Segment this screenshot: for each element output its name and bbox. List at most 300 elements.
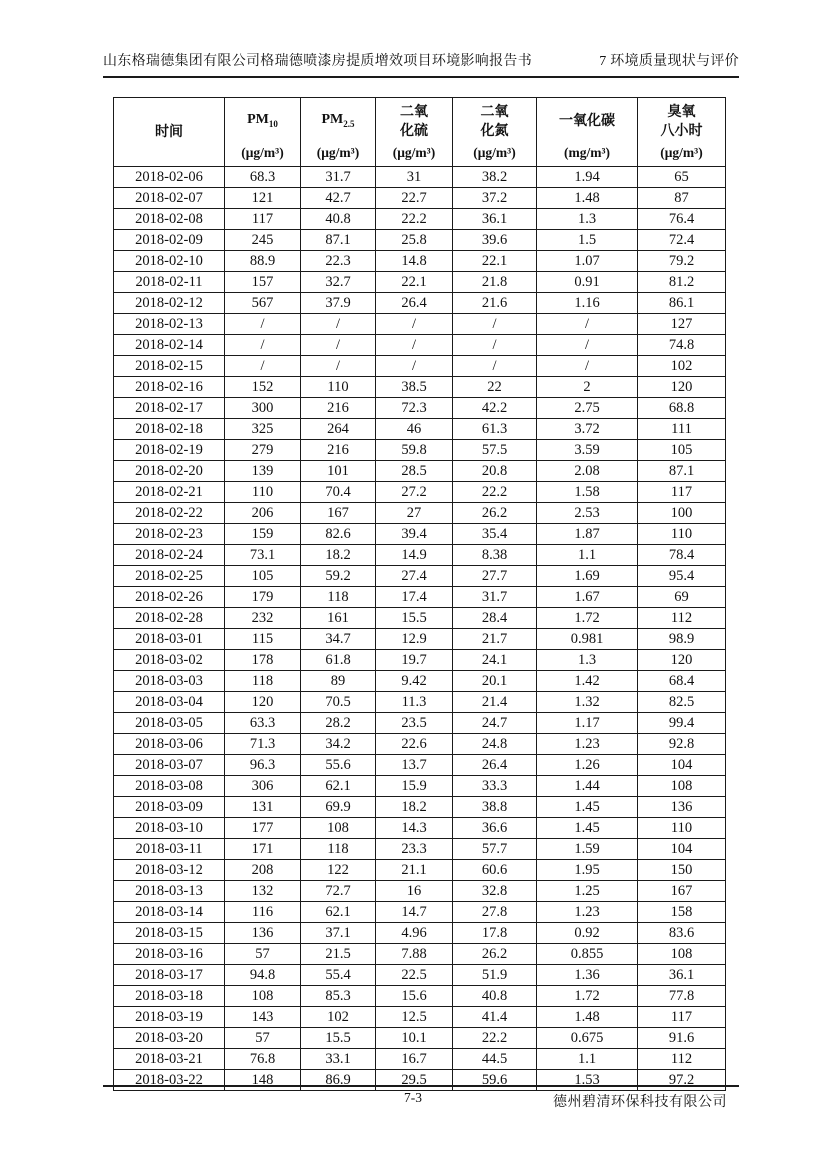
value-cell: 83.6: [638, 923, 726, 944]
table-row: [114, 713, 726, 734]
value-cell: 1.48: [537, 188, 638, 209]
value-cell: 24.7: [453, 713, 537, 734]
value-cell: 1.23: [537, 734, 638, 755]
value-cell: 77.8: [638, 986, 726, 1007]
value-cell: 279: [225, 440, 301, 461]
date-cell: 2018-03-05: [114, 713, 225, 734]
table-row: [114, 734, 726, 755]
value-cell: 24.1: [453, 650, 537, 671]
value-cell: 61.8: [301, 650, 376, 671]
date-cell: 2018-03-21: [114, 1049, 225, 1070]
column-header-5: [537, 98, 638, 167]
value-cell: 25.8: [376, 230, 453, 251]
value-cell: 102: [638, 356, 726, 377]
value-cell: 39.6: [453, 230, 537, 251]
value-cell: 28.4: [453, 608, 537, 629]
value-cell: 65: [638, 167, 726, 188]
column-header-unit: (mg/m³): [563, 145, 611, 160]
date-cell: 2018-02-20: [114, 461, 225, 482]
value-cell: 159: [225, 524, 301, 545]
value-cell: 116: [225, 902, 301, 923]
value-cell: 22.2: [376, 209, 453, 230]
column-header-1: [225, 98, 301, 167]
value-cell: 112: [638, 608, 726, 629]
value-cell: 23.3: [376, 839, 453, 860]
value-cell: 1.5: [537, 230, 638, 251]
table-row: [114, 167, 726, 188]
column-header-text: 二氧: [480, 104, 509, 120]
table-row: [114, 650, 726, 671]
value-cell: 3.72: [537, 419, 638, 440]
value-cell: 1.45: [537, 818, 638, 839]
table-row: [114, 881, 726, 902]
column-header-text: 臭氧: [667, 104, 696, 120]
value-cell: 110: [301, 377, 376, 398]
date-cell: 2018-03-15: [114, 923, 225, 944]
value-cell: 115: [225, 629, 301, 650]
date-cell: 2018-03-14: [114, 902, 225, 923]
column-header-text: 化氮: [480, 123, 509, 139]
value-cell: 18.2: [376, 797, 453, 818]
value-cell: 91.6: [638, 1028, 726, 1049]
value-cell: 26.2: [453, 944, 537, 965]
value-cell: 15.9: [376, 776, 453, 797]
value-cell: 127: [638, 314, 726, 335]
value-cell: 38.2: [453, 167, 537, 188]
column-header-text: 化硫: [400, 123, 428, 139]
value-cell: 61.3: [453, 419, 537, 440]
value-cell: 62.1: [301, 776, 376, 797]
value-cell: /: [537, 314, 638, 335]
value-cell: /: [453, 356, 537, 377]
table-row: [114, 209, 726, 230]
header-left-title: 山东格瑞德集团有限公司格瑞德喷漆房提质增效项目环境影响报告书: [103, 54, 532, 69]
value-cell: /: [301, 335, 376, 356]
table-row: [114, 692, 726, 713]
value-cell: 1.95: [537, 860, 638, 881]
value-cell: /: [225, 356, 301, 377]
value-cell: /: [301, 356, 376, 377]
value-cell: 72.7: [301, 881, 376, 902]
date-cell: 2018-02-21: [114, 482, 225, 503]
value-cell: 110: [638, 818, 726, 839]
table-row: [114, 314, 726, 335]
value-cell: 1.87: [537, 524, 638, 545]
date-cell: 2018-03-04: [114, 692, 225, 713]
column-header-text: PM: [247, 111, 269, 127]
value-cell: 177: [225, 818, 301, 839]
table-row: [114, 419, 726, 440]
value-cell: 167: [638, 881, 726, 902]
value-cell: 36.6: [453, 818, 537, 839]
value-cell: 35.4: [453, 524, 537, 545]
value-cell: 41.4: [453, 1007, 537, 1028]
value-cell: 136: [638, 797, 726, 818]
value-cell: 63.3: [225, 713, 301, 734]
column-header-subscript: 10: [268, 118, 278, 129]
value-cell: 117: [638, 482, 726, 503]
value-cell: 14.3: [376, 818, 453, 839]
date-cell: 2018-03-01: [114, 629, 225, 650]
value-cell: 157: [225, 272, 301, 293]
value-cell: 1.07: [537, 251, 638, 272]
value-cell: 86.9: [301, 1070, 376, 1091]
table-row: [114, 902, 726, 923]
value-cell: 88.9: [225, 251, 301, 272]
date-cell: 2018-03-12: [114, 860, 225, 881]
value-cell: 178: [225, 650, 301, 671]
value-cell: 1.1: [537, 545, 638, 566]
value-cell: 2.08: [537, 461, 638, 482]
value-cell: 57: [225, 1028, 301, 1049]
value-cell: 4.96: [376, 923, 453, 944]
value-cell: 108: [638, 776, 726, 797]
value-cell: 27: [376, 503, 453, 524]
value-cell: 110: [225, 482, 301, 503]
value-cell: 37.1: [301, 923, 376, 944]
value-cell: 0.91: [537, 272, 638, 293]
value-cell: 0.981: [537, 629, 638, 650]
column-header-text: PM: [321, 111, 344, 127]
value-cell: 21.7: [453, 629, 537, 650]
value-cell: 99.4: [638, 713, 726, 734]
value-cell: /: [537, 335, 638, 356]
value-cell: 117: [225, 209, 301, 230]
value-cell: 22.3: [301, 251, 376, 272]
value-cell: 82.6: [301, 524, 376, 545]
date-cell: 2018-02-07: [114, 188, 225, 209]
table-row: [114, 986, 726, 1007]
table-row: [114, 251, 726, 272]
table-header-row: [114, 98, 726, 167]
table-row: [114, 524, 726, 545]
table-row: [114, 377, 726, 398]
value-cell: 74.8: [638, 335, 726, 356]
date-cell: 2018-03-06: [114, 734, 225, 755]
value-cell: 1.53: [537, 1070, 638, 1091]
value-cell: 1.58: [537, 482, 638, 503]
value-cell: /: [301, 314, 376, 335]
air-quality-table: [113, 97, 726, 1091]
date-cell: 2018-03-07: [114, 755, 225, 776]
value-cell: 27.4: [376, 566, 453, 587]
value-cell: 1.94: [537, 167, 638, 188]
date-cell: 2018-02-06: [114, 167, 225, 188]
value-cell: 7.88: [376, 944, 453, 965]
value-cell: 28.2: [301, 713, 376, 734]
value-cell: 33.1: [301, 1049, 376, 1070]
value-cell: 20.8: [453, 461, 537, 482]
value-cell: 171: [225, 839, 301, 860]
value-cell: 120: [638, 650, 726, 671]
value-cell: 122: [301, 860, 376, 881]
value-cell: 152: [225, 377, 301, 398]
table-row: [114, 776, 726, 797]
value-cell: 245: [225, 230, 301, 251]
column-header-6: [638, 98, 726, 167]
value-cell: 14.8: [376, 251, 453, 272]
value-cell: 104: [638, 839, 726, 860]
value-cell: 73.1: [225, 545, 301, 566]
value-cell: 15.5: [301, 1028, 376, 1049]
value-cell: 32.8: [453, 881, 537, 902]
value-cell: 38.8: [453, 797, 537, 818]
column-header-unit: (μg/m³): [241, 145, 284, 160]
date-cell: 2018-02-13: [114, 314, 225, 335]
table-row: [114, 629, 726, 650]
value-cell: 208: [225, 860, 301, 881]
value-cell: 17.4: [376, 587, 453, 608]
table-row: [114, 398, 726, 419]
value-cell: 38.5: [376, 377, 453, 398]
date-cell: 2018-02-16: [114, 377, 225, 398]
value-cell: 131: [225, 797, 301, 818]
value-cell: 22.2: [453, 482, 537, 503]
value-cell: 86.1: [638, 293, 726, 314]
date-cell: 2018-03-17: [114, 965, 225, 986]
column-header-unit: (μg/m³): [392, 145, 436, 160]
table-row: [114, 440, 726, 461]
date-cell: 2018-02-12: [114, 293, 225, 314]
value-cell: 1.1: [537, 1049, 638, 1070]
value-cell: 15.6: [376, 986, 453, 1007]
value-cell: 36.1: [453, 209, 537, 230]
value-cell: 27.2: [376, 482, 453, 503]
value-cell: 76.4: [638, 209, 726, 230]
date-cell: 2018-02-24: [114, 545, 225, 566]
value-cell: 24.8: [453, 734, 537, 755]
value-cell: 105: [638, 440, 726, 461]
value-cell: 1.42: [537, 671, 638, 692]
value-cell: 100: [638, 503, 726, 524]
value-cell: 0.92: [537, 923, 638, 944]
table-row: [114, 356, 726, 377]
value-cell: 216: [301, 398, 376, 419]
value-cell: /: [225, 314, 301, 335]
value-cell: 19.7: [376, 650, 453, 671]
value-cell: 0.855: [537, 944, 638, 965]
value-cell: 120: [638, 377, 726, 398]
value-cell: 70.5: [301, 692, 376, 713]
value-cell: 2: [537, 377, 638, 398]
value-cell: 27.8: [453, 902, 537, 923]
value-cell: 69.9: [301, 797, 376, 818]
date-cell: 2018-02-15: [114, 356, 225, 377]
value-cell: /: [376, 335, 453, 356]
value-cell: 95.4: [638, 566, 726, 587]
column-header-2: [301, 98, 376, 167]
column-header-3: [376, 98, 453, 167]
column-header-unit: (μg/m³): [660, 145, 703, 160]
page-footer: [103, 1085, 739, 1111]
date-cell: 2018-02-18: [114, 419, 225, 440]
value-cell: 81.2: [638, 272, 726, 293]
value-cell: 567: [225, 293, 301, 314]
value-cell: 12.5: [376, 1007, 453, 1028]
table-row: [114, 482, 726, 503]
date-cell: 2018-02-09: [114, 230, 225, 251]
value-cell: 148: [225, 1070, 301, 1091]
date-cell: 2018-02-22: [114, 503, 225, 524]
table-row: [114, 944, 726, 965]
value-cell: 59.8: [376, 440, 453, 461]
value-cell: 97.2: [638, 1070, 726, 1091]
value-cell: 1.3: [537, 209, 638, 230]
value-cell: 22: [453, 377, 537, 398]
value-cell: 2.75: [537, 398, 638, 419]
column-header-text: 一氧化碳: [559, 114, 615, 129]
value-cell: 264: [301, 419, 376, 440]
value-cell: 1.48: [537, 1007, 638, 1028]
table-row: [114, 188, 726, 209]
value-cell: 143: [225, 1007, 301, 1028]
value-cell: 2.53: [537, 503, 638, 524]
value-cell: 40.8: [453, 986, 537, 1007]
column-header-unit: (μg/m³): [316, 145, 360, 160]
value-cell: 39.4: [376, 524, 453, 545]
value-cell: 40.8: [301, 209, 376, 230]
table-row: [114, 671, 726, 692]
value-cell: 1.17: [537, 713, 638, 734]
table-row: [114, 755, 726, 776]
table-row: [114, 566, 726, 587]
table-row: [114, 461, 726, 482]
table-row: [114, 860, 726, 881]
date-cell: 2018-02-26: [114, 587, 225, 608]
value-cell: 108: [301, 818, 376, 839]
value-cell: 101: [301, 461, 376, 482]
value-cell: 42.2: [453, 398, 537, 419]
table-row: [114, 797, 726, 818]
value-cell: 22.7: [376, 188, 453, 209]
value-cell: 300: [225, 398, 301, 419]
value-cell: 15.5: [376, 608, 453, 629]
value-cell: 18.2: [301, 545, 376, 566]
date-cell: 2018-03-22: [114, 1070, 225, 1091]
date-cell: 2018-02-23: [114, 524, 225, 545]
page-number: 7-3: [404, 1090, 422, 1105]
value-cell: 136: [225, 923, 301, 944]
value-cell: /: [453, 314, 537, 335]
value-cell: 1.59: [537, 839, 638, 860]
value-cell: 22.2: [453, 1028, 537, 1049]
date-cell: 2018-03-02: [114, 650, 225, 671]
table-row: [114, 1049, 726, 1070]
date-cell: 2018-03-09: [114, 797, 225, 818]
value-cell: 1.44: [537, 776, 638, 797]
value-cell: 121: [225, 188, 301, 209]
page-header: [103, 53, 739, 78]
value-cell: 72.3: [376, 398, 453, 419]
value-cell: 14.9: [376, 545, 453, 566]
value-cell: 96.3: [225, 755, 301, 776]
value-cell: 12.9: [376, 629, 453, 650]
value-cell: 16: [376, 881, 453, 902]
value-cell: 59.2: [301, 566, 376, 587]
value-cell: 31: [376, 167, 453, 188]
table-row: [114, 230, 726, 251]
value-cell: 20.1: [453, 671, 537, 692]
value-cell: 21.6: [453, 293, 537, 314]
table-row: [114, 923, 726, 944]
date-cell: 2018-02-17: [114, 398, 225, 419]
value-cell: 9.42: [376, 671, 453, 692]
table-row: [114, 608, 726, 629]
value-cell: 120: [225, 692, 301, 713]
value-cell: 44.5: [453, 1049, 537, 1070]
date-cell: 2018-02-28: [114, 608, 225, 629]
value-cell: 85.3: [301, 986, 376, 1007]
date-cell: 2018-03-03: [114, 671, 225, 692]
table-body: [114, 167, 726, 1091]
table-row: [114, 1028, 726, 1049]
table-row: [114, 965, 726, 986]
value-cell: 150: [638, 860, 726, 881]
value-cell: 110: [638, 524, 726, 545]
value-cell: 76.8: [225, 1049, 301, 1070]
value-cell: 325: [225, 419, 301, 440]
value-cell: 3.59: [537, 440, 638, 461]
value-cell: 108: [225, 986, 301, 1007]
value-cell: 57: [225, 944, 301, 965]
value-cell: 94.8: [225, 965, 301, 986]
table-row: [114, 839, 726, 860]
value-cell: 31.7: [453, 587, 537, 608]
table-row: [114, 818, 726, 839]
value-cell: 1.72: [537, 986, 638, 1007]
column-header-0: [114, 98, 225, 167]
value-cell: 71.3: [225, 734, 301, 755]
value-cell: 55.6: [301, 755, 376, 776]
table-row: [114, 335, 726, 356]
value-cell: 69: [638, 587, 726, 608]
value-cell: 37.2: [453, 188, 537, 209]
value-cell: 89: [301, 671, 376, 692]
date-cell: 2018-03-18: [114, 986, 225, 1007]
value-cell: 13.7: [376, 755, 453, 776]
value-cell: 57.7: [453, 839, 537, 860]
table-row: [114, 503, 726, 524]
value-cell: 1.23: [537, 902, 638, 923]
date-cell: 2018-03-20: [114, 1028, 225, 1049]
value-cell: 1.36: [537, 965, 638, 986]
value-cell: 79.2: [638, 251, 726, 272]
value-cell: 46: [376, 419, 453, 440]
value-cell: 179: [225, 587, 301, 608]
value-cell: 14.7: [376, 902, 453, 923]
value-cell: /: [376, 356, 453, 377]
table-row: [114, 1007, 726, 1028]
value-cell: 78.4: [638, 545, 726, 566]
value-cell: 118: [225, 671, 301, 692]
value-cell: 62.1: [301, 902, 376, 923]
table-row: [114, 545, 726, 566]
value-cell: 22.5: [376, 965, 453, 986]
value-cell: 57.5: [453, 440, 537, 461]
date-cell: 2018-03-16: [114, 944, 225, 965]
column-header-unit: (μg/m³): [473, 145, 516, 160]
value-cell: 60.6: [453, 860, 537, 881]
value-cell: 68.8: [638, 398, 726, 419]
date-cell: 2018-02-14: [114, 335, 225, 356]
value-cell: 72.4: [638, 230, 726, 251]
value-cell: 139: [225, 461, 301, 482]
table-row: [114, 587, 726, 608]
value-cell: 8.38: [453, 545, 537, 566]
value-cell: /: [376, 314, 453, 335]
column-header-text: 八小时: [660, 123, 703, 139]
value-cell: 21.8: [453, 272, 537, 293]
